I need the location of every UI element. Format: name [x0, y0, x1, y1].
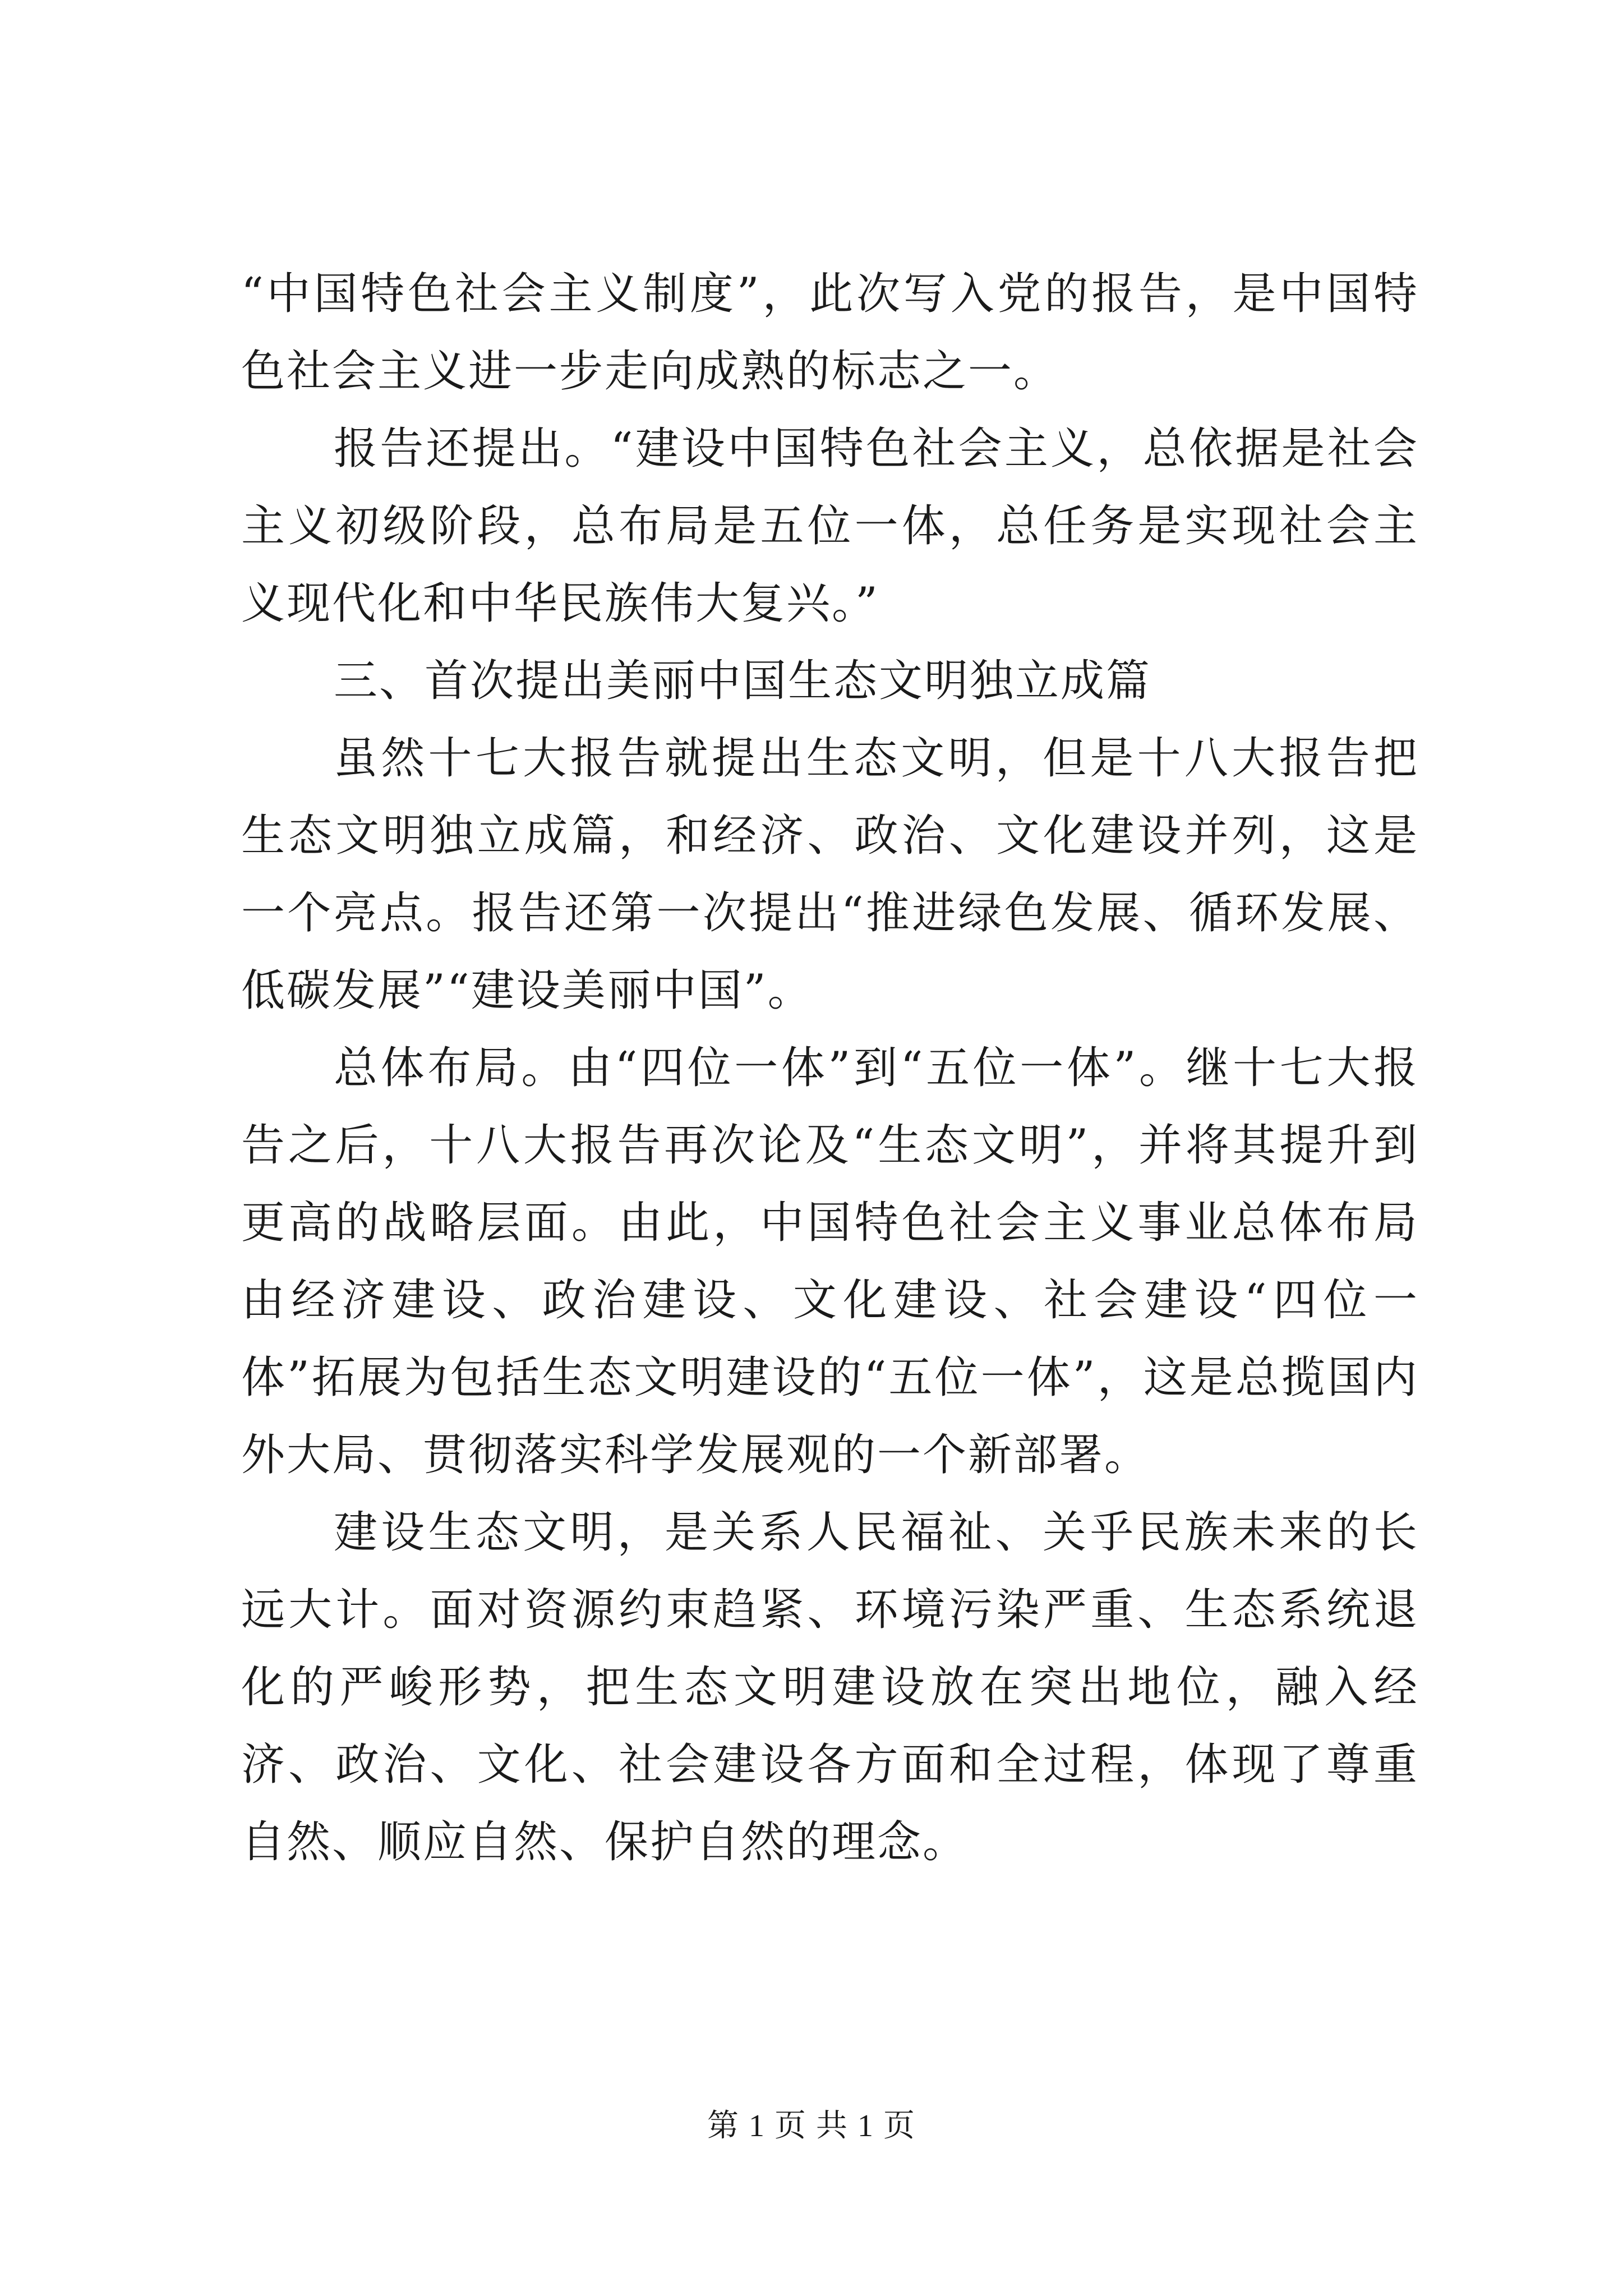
section-heading: 三、首次提出美丽中国生态文明独立成篇: [334, 656, 1152, 706]
paragraph-report-proposal: 报告还提出。“建设中国特色社会主义，总依据是社会主义初级阶段，总布局是五位一体，总任务是实现社会主义现代化和中华民族伟大复兴。”: [241, 424, 1419, 629]
document-body: [241, 255, 1419, 1881]
paragraph-overall-layout: 总体布局。由“四位一体”到“五位一体”。继十七大报告之后，十八大报告再次论及“生态文明”，并将其提升到更高的战略层面。由此，中国特色社会主义事业总体布局由经济建设、政治建设、文化建设、社会建设“四位一体”拓展为包括生态文明建设的“五位一体”，这是总揽国内外大局、贯彻落实科学发展观的一个新部署。: [241, 1043, 1419, 1480]
page-footer: 第 1 页 共 1 页: [707, 2109, 916, 2143]
paragraph-building-ecology: 建设生态文明，是关系人民福祉、关乎民族未来的长远大计。面对资源约束趋紧、环境污染严重、生态系统退化的严峻形势，把生态文明建设放在突出地位，融入经济、政治、文化、社会建设各方面和全过程，体现了尊重自然、顺应自然、保护自然的理念。: [241, 1507, 1419, 1867]
paragraph-ecological-civilization: 虽然十七大报告就提出生态文明，但是十八大报告把生态文明独立成篇，和经济、政治、文化建设并列，这是一个亮点。报告还第一次提出“推进绿色发展、循环发展、低碳发展”“建设美丽中国”。: [241, 733, 1419, 1016]
paragraph-continuation: “中国特色社会主义制度”，此次写入党的报告，是中国特色社会主义进一步走向成熟的标志之一。: [241, 269, 1419, 397]
